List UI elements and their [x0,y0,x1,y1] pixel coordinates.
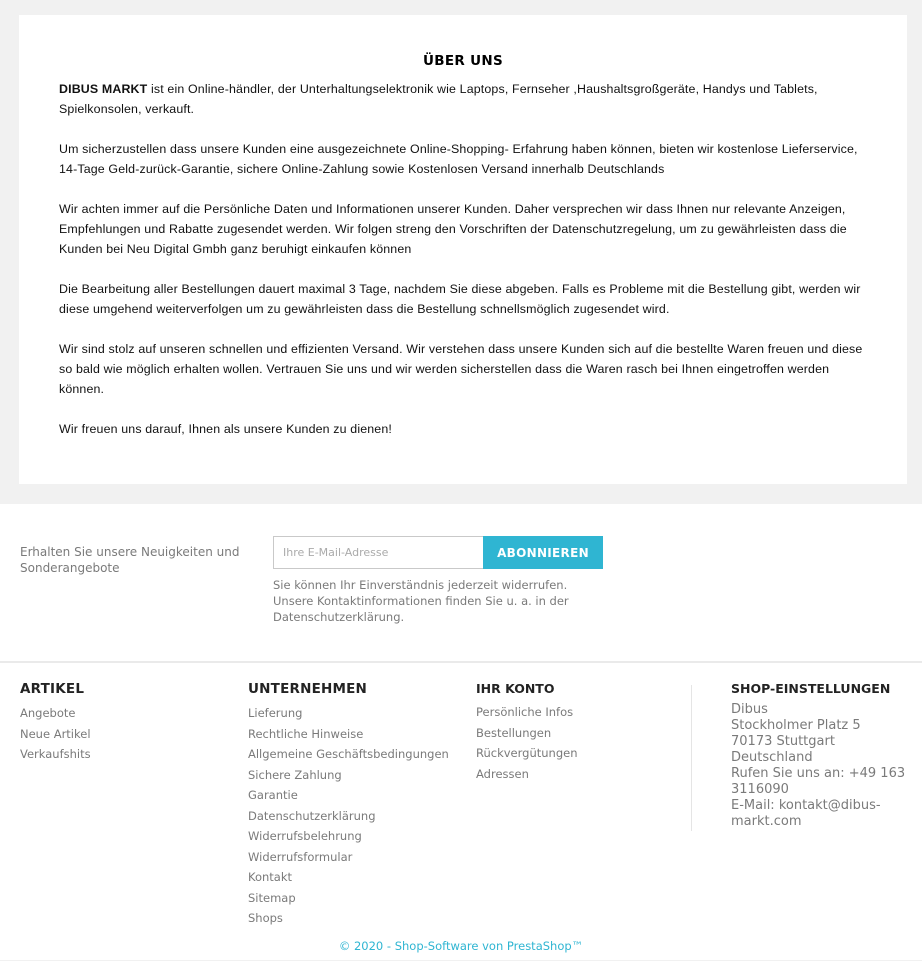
footer-column-unternehmen [248,681,449,929]
footer-link-sichere-zahlung[interactable]: Sichere Zahlung [248,767,342,782]
newsletter-section [0,504,922,661]
footer-link-bestellungen[interactable]: Bestellungen [476,725,552,740]
footer-artikel-title: ARTIKEL [20,681,85,697]
footer-link-verkaufshits[interactable]: Verkaufshits [20,747,91,761]
shop-name: Dibus [731,702,768,717]
footer-column-konto [476,681,578,784]
footer-link-kontakt[interactable]: Kontakt [248,870,293,884]
about-paragraph-3: Wir achten immer auf die Persönliche Daten und Informationen unserer Kunden. Daher versprechen wir dass Ihnen nur relevante Anzeigen, Empfehlungen und Rabatte zugesendet werden. Wir folgen streng den Vorschriften der Datenschutzregelung, um zu gewährleisten dass die Kunden bei Neu Digital Gmbh ganz beruhigt einkaufen können [59,202,847,256]
shop-city: 70173 Stuttgart [731,734,835,749]
newsletter-label: Erhalten Sie unsere Neuigkeiten und Sonderangebote [20,545,240,575]
footer-link-agb[interactable]: Allgemeine Geschäftsbedingungen [248,747,449,761]
shop-country: Deutschland [731,750,813,765]
footer-link-sitemap[interactable]: Sitemap [248,890,296,905]
footer-column-shop-settings [731,681,906,830]
about-paragraph-1-text: ist ein Online-händler, der Unterhaltungselektronik wie Laptops, Fernseher ,Haushaltsgroßgeräte, Handys und Tablets, Spielkonsolen, verkauft. [59,82,818,116]
footer-link-widerrufsbelehrung[interactable]: Widerrufsbelehrung [248,829,362,843]
footer-konto-title: IHR KONTO [476,681,555,696]
footer-column-artikel [20,681,91,765]
footer-unternehmen-title: UNTERNEHMEN [248,681,368,697]
about-paragraph-5: Wir sind stolz auf unseren schnellen und effizienten Versand. Wir verstehen dass unsere Kunden sich auf die bestellte Waren freuen und diese so bald wie möglich erhalten wollen. Vertrauen Sie uns und wir werden sicherstellen dass die Waren rasch bei Ihnen eingetroffen werden können. [59,342,863,396]
footer-shop-title: SHOP-EINSTELLUNGEN [731,681,891,696]
shop-street: Stockholmer Platz 5 [731,718,861,733]
footer-link-persoenliche-infos[interactable]: Persönliche Infos [476,705,574,719]
footer-link-adressen[interactable]: Adressen [476,766,529,781]
footer-link-widerrufsformular[interactable]: Widerrufsformular [248,849,353,864]
shop-email: E-Mail: kontakt@dibus-markt.com [731,798,881,829]
newsletter-email-input[interactable] [273,536,483,569]
about-paragraph-2: Um sicherzustellen dass unsere Kunden eine ausgezeichnete Online-Shopping- Erfahrung haben können, bieten wir kostenlose Lieferservice, 14-Tage Geld-zurück-Garantie, sichere Online-Zahlung sowie Kostenlosen Versand innerhalb Deutschlands [59,142,858,176]
footer [0,663,922,960]
about-paragraph-6: Wir freuen uns darauf, Ihnen als unsere Kunden zu dienen! [59,422,392,436]
footer-link-garantie[interactable]: Garantie [248,788,298,802]
copyright-link[interactable]: © 2020 - Shop-Software von PrestaShop™ [338,939,584,953]
footer-link-rechtliche-hinweise[interactable]: Rechtliche Hinweise [248,726,364,741]
about-paragraph-4: Die Bearbeitung aller Bestellungen dauert maximal 3 Tage, nachdem Sie diese abgeben. Falls es Probleme mit die Bestellung gibt, werden wir diese umgehend weiterverfolgen um zu gewährleisten dass die Bestellung schnellsmöglich zugesendet wird. [59,282,861,316]
brand-name: DIBUS MARKT [59,82,148,96]
footer-link-angebote[interactable]: Angebote [20,706,76,720]
footer-link-rueckverguetungen[interactable]: Rückvergütungen [476,746,578,760]
newsletter-consent-note: Sie können Ihr Einverständnis jederzeit widerrufen. Unsere Kontaktinformationen finden Sie u. a. in der Datenschutzerklärung. [273,578,569,624]
about-paragraph-1 [59,79,867,119]
subscribe-button[interactable]: ABONNIEREN [483,536,603,569]
footer-link-shops[interactable]: Shops [248,911,283,925]
shop-phone: Rufen Sie uns an: +49 163 3116090 [731,766,906,797]
footer-link-datenschutz[interactable]: Datenschutzerklärung [248,808,376,823]
newsletter-form [273,536,603,569]
footer-link-neue-artikel[interactable]: Neue Artikel [20,726,91,741]
about-title: ÜBER UNS [423,53,503,69]
footer-column-separator [691,685,692,831]
footer-link-lieferung[interactable]: Lieferung [248,706,303,720]
about-card [19,15,907,484]
